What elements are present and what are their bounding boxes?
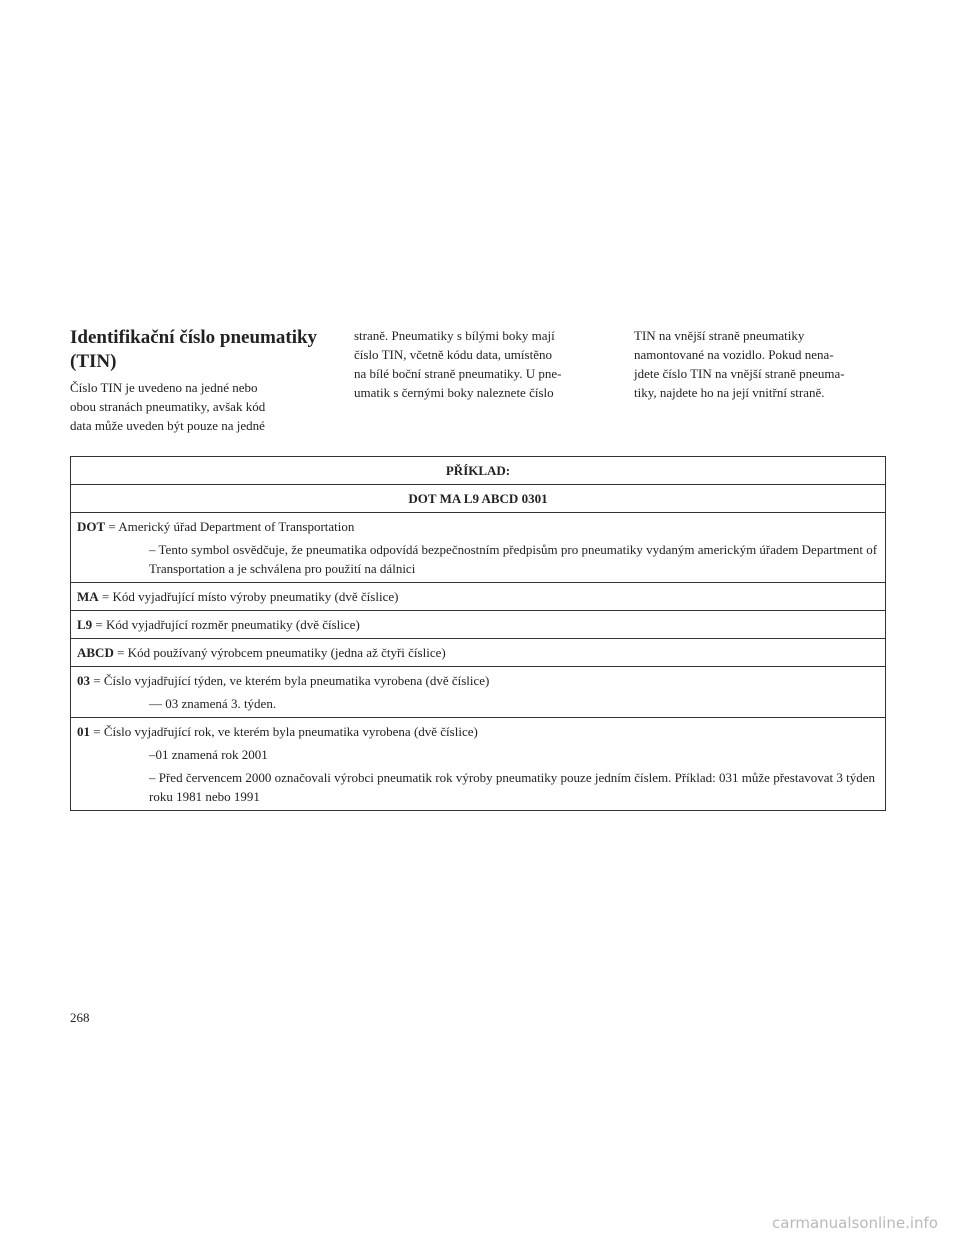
- table-cell: [71, 667, 886, 718]
- table-cell: [71, 611, 886, 639]
- text-line: číslo TIN, včetně kódu data, umístěno: [354, 347, 552, 362]
- code-description: = Kód používaný výrobcem pneumatiky (jedna až čtyři číslice): [113, 645, 446, 660]
- text-line: jdete číslo TIN na vnější straně pneuma-: [634, 366, 845, 381]
- text-line: straně. Pneumatiky s bílými boky mají: [354, 328, 555, 343]
- text-line: data může uveden být pouze na jedné: [70, 418, 265, 433]
- code-label: 03: [77, 673, 90, 688]
- table-row: [71, 667, 886, 718]
- table-title: PŘÍKLAD:: [71, 457, 886, 485]
- table-row: [71, 583, 886, 611]
- text-line: TIN na vnější straně pneumatiky: [634, 328, 805, 343]
- table-row: [71, 611, 886, 639]
- example-code: DOT MA L9 ABCD 0301: [71, 485, 886, 513]
- table-code-row: [71, 485, 886, 513]
- table-row: [71, 718, 886, 811]
- section-heading: [70, 326, 330, 374]
- code-description: = Číslo vyjadřující týden, ve kterém byla pneumatika vyrobena (dvě číslice): [90, 673, 490, 688]
- text-line: Číslo TIN je uvedeno na jedné nebo: [70, 380, 258, 395]
- sub-note: –01 znamená rok 2001: [149, 747, 268, 762]
- table-cell: [71, 718, 886, 811]
- table-row: [71, 513, 886, 583]
- table-row: [71, 639, 886, 667]
- code-label: DOT: [77, 519, 106, 534]
- text-line: namontované na vozidlo. Pokud nena-: [634, 347, 834, 362]
- paragraph-column-2: [354, 326, 604, 402]
- text-line: obou stranách pneumatiky, avšak kód: [70, 399, 266, 414]
- table-cell: [71, 639, 886, 667]
- example-table: [70, 456, 886, 811]
- text-line: tiky, najdete ho na její vnitřní straně.: [634, 385, 825, 400]
- page-number: 268: [70, 1010, 90, 1025]
- table-cell: [71, 513, 886, 583]
- paragraph-column-1: [70, 378, 320, 435]
- heading-line-1: Identifikační číslo pneumatiky: [70, 327, 318, 348]
- code-label: L9: [77, 617, 93, 632]
- table-title-row: [71, 457, 886, 485]
- sub-note: – Tento symbol osvědčuje, že pneumatika odpovídá bezpečnostním předpisům pro pneumatiky vydaným americkým úřadem Department of Transportation a je schválena pro použití na dálnici: [149, 542, 878, 576]
- paragraph-column-3: [634, 326, 884, 402]
- code-label: 01: [77, 724, 90, 739]
- heading-line-2: (TIN): [70, 351, 117, 372]
- watermark-link[interactable]: carmanualsonline.info: [772, 1214, 938, 1232]
- code-description: = Číslo vyjadřující rok, ve kterém byla pneumatika vyrobena (dvě číslice): [90, 724, 478, 739]
- sub-note: – Před červencem 2000 označovali výrobci pneumatik rok výroby pneumatiky pouze jedním číslem. Příklad: 031 může přestavovat 3 týden roku 1981 nebo 1991: [149, 770, 875, 804]
- code-label: ABCD: [77, 645, 114, 660]
- code-description: = Americký úřad Department of Transportation: [105, 519, 355, 534]
- sub-note: — 03 znamená 3. týden.: [149, 696, 277, 711]
- table-cell: [71, 583, 886, 611]
- text-line: umatik s černými boky naleznete číslo: [354, 385, 554, 400]
- code-description: = Kód vyjadřující místo výroby pneumatiky (dvě číslice): [98, 589, 399, 604]
- text-line: na bílé boční straně pneumatiky. U pne-: [354, 366, 562, 381]
- code-label: MA: [77, 589, 99, 604]
- code-description: = Kód vyjadřující rozměr pneumatiky (dvě číslice): [92, 617, 360, 632]
